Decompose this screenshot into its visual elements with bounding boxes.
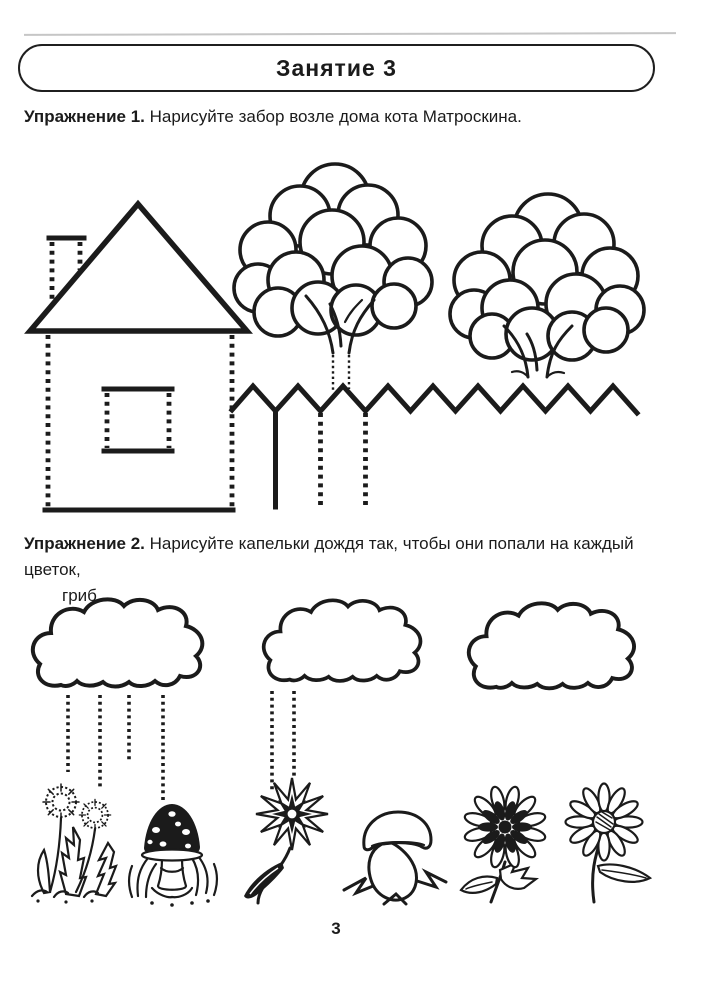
roof [30, 204, 247, 331]
cornflower [244, 778, 328, 903]
rain-lines-cloud-2 [272, 691, 294, 793]
lesson-title: Занятие 3 [276, 54, 397, 81]
tree-2 [450, 194, 644, 377]
zigzag-fence [232, 386, 637, 507]
tree-1 [234, 164, 432, 391]
chamomile [566, 784, 651, 903]
page-number: 3 [331, 919, 341, 938]
cloud-2 [264, 600, 421, 681]
house [30, 204, 247, 510]
exercise-2-text: Нарисуйте капельки дождя так, чтобы они попали на каждый цветок, [24, 534, 634, 579]
exercise-2-label: Упражнение 2. [24, 534, 145, 553]
exercise-1-label: Упражнение 1. [24, 107, 145, 126]
exercise-2-instruction [24, 531, 690, 609]
dandelion [32, 784, 116, 904]
exercise-1-text: Нарисуйте забор возле дома кота Матроскина. [149, 107, 522, 126]
exercise-2-text-line2: гриб. [62, 586, 102, 605]
aster [461, 785, 547, 902]
rain-lines-cloud-1 [68, 695, 163, 803]
fly-agaric-mushroom [129, 804, 217, 907]
cloud-1 [33, 599, 203, 686]
porcini-mushroom [344, 812, 446, 904]
cloud-3 [469, 603, 634, 688]
window [104, 389, 172, 451]
